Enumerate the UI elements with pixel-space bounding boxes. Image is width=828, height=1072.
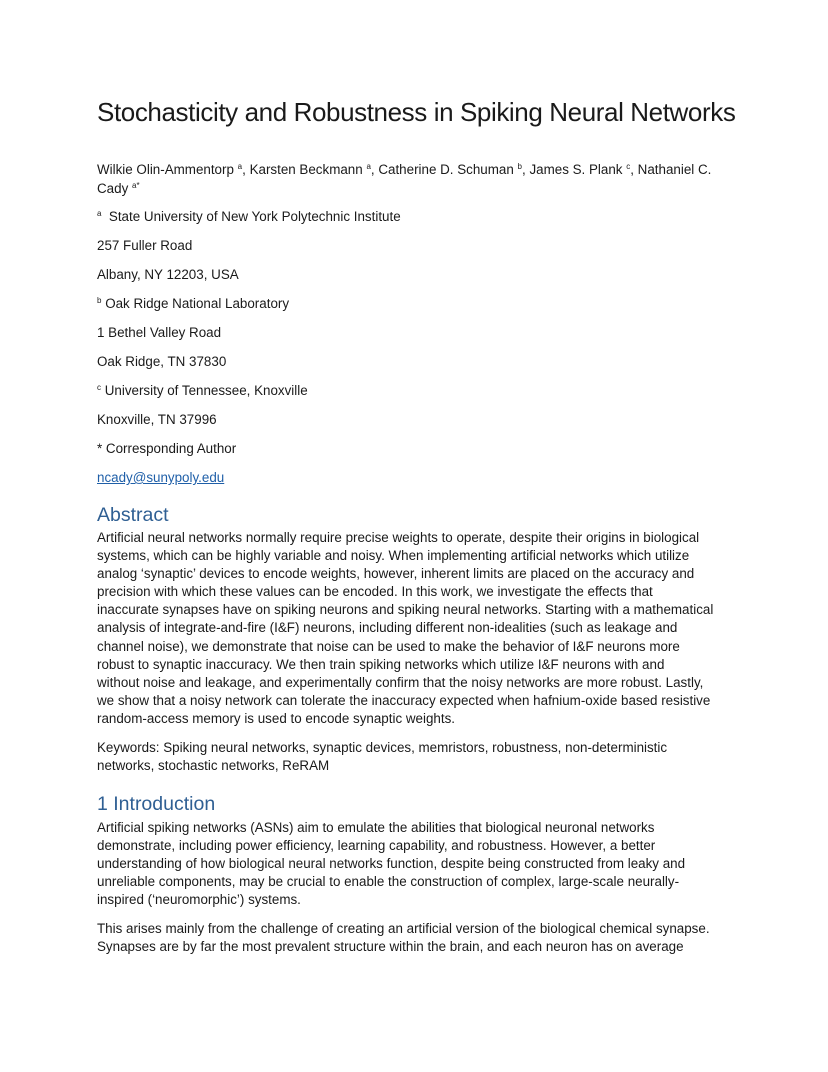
author-affiliation-mark: c: [626, 162, 631, 171]
abstract-line: Artificial neural networks normally require precise weights to operate, despite their origins in biological: [97, 530, 700, 545]
affiliation-c-city: Knoxville, TN 37996: [97, 412, 217, 427]
email-line: [97, 469, 224, 486]
author-list: [97, 160, 737, 198]
introduction-paragraph-2: [97, 920, 733, 956]
affiliation-text: Oak Ridge National Laboratory: [105, 296, 290, 311]
abstract-line: analysis of integrate-and-fire (I&F) neurons, including different non-idealities (such as leakage and: [97, 620, 678, 636]
paragraph-line: Artificial spiking networks (ASNs) aim to emulate the abilities that biological neuronal networks: [97, 820, 655, 835]
author: [250, 162, 379, 177]
affiliation-b-name: [97, 295, 289, 312]
abstract-line: robust to synaptic inaccuracy. We then train spiking networks which utilize I&F neurons with and: [97, 656, 665, 672]
affiliation-text: State University of New York Polytechnic Institute: [108, 209, 401, 224]
affiliation-a-street: 257 Fuller Road: [97, 238, 193, 253]
author-name: Catherine D. Schuman: [378, 162, 514, 177]
keywords-line: Keywords: Spiking neural networks, synaptic devices, memristors, robustness, non-deterministic: [97, 740, 668, 755]
paragraph-line: This arises mainly from the challenge of creating an artificial version of the biological chemical synapse.: [97, 921, 710, 936]
paragraph-line: inspired (‘neuromorphic’) systems.: [97, 892, 301, 908]
abstract-line: channel noise), we demonstrate that noise can be used to make the behavior of I&F neurons more: [97, 638, 680, 654]
abstract-line: without noise and leakage, and experimentally confirm that the noisy networks are more robust. Lastly,: [97, 674, 704, 690]
paragraph-line: understanding of how biological neural networks function, despite being constructed from leaky and: [97, 856, 686, 872]
abstract-body: [97, 529, 733, 728]
affiliation-mark: a: [97, 209, 102, 218]
paragraph-line: demonstrate, including power efficiency, learning capability, and robustness. However, a better: [97, 838, 656, 854]
paragraph-line: unreliable components, may be crucial to enable the construction of complex, large-scale neurally-: [97, 874, 680, 890]
abstract-line: random-access memory is used to encode synaptic weights.: [97, 710, 455, 726]
paragraph-line: Synapses are by far the most prevalent structure within the brain, and each neuron has on average: [97, 939, 684, 955]
author: [97, 162, 250, 177]
author-affiliation-mark: b: [517, 162, 522, 171]
abstract-line: systems, which can be highly variable and noisy. When implementing artificial networks which utilize: [97, 548, 690, 564]
author-name: Karsten Beckmann: [249, 162, 363, 177]
author-name: Nathaniel C. Cady: [97, 162, 712, 196]
affiliation-text: University of Tennessee, Knoxville: [104, 383, 308, 398]
affiliation-mark: b: [97, 296, 102, 305]
abstract-heading: Abstract: [97, 504, 169, 526]
author-separator: ,: [242, 162, 250, 177]
abstract-line: we show that a noisy network can tolerate the inaccuracy expected when hafnium-oxide based resistive: [97, 692, 711, 708]
introduction-paragraph-1: [97, 819, 733, 909]
author-separator: ,: [630, 162, 638, 177]
paper-title: Stochasticity and Robustness in Spiking Neural Networks: [97, 97, 736, 127]
author-affiliation-mark: a: [237, 162, 243, 171]
affiliation-c-name: [97, 382, 308, 399]
abstract-line: analog ‘synaptic’ devices to encode weights, however, inherent limits are placed on the accuracy and: [97, 566, 695, 582]
keywords-line: networks, stochastic networks, ReRAM: [97, 758, 330, 774]
affiliation-b-city: Oak Ridge, TN 37830: [97, 354, 227, 369]
author-affiliation-mark: a*: [132, 181, 140, 190]
corresponding-author-note: * Corresponding Author: [97, 441, 237, 456]
author-name: Wilkie Olin-Ammentorp: [97, 162, 234, 177]
abstract-line: precision with which these values can be encoded. In this work, we investigate the effects that: [97, 584, 653, 600]
keywords: [97, 739, 733, 775]
affiliation-a-name: [97, 208, 401, 225]
introduction-heading: 1 Introduction: [97, 793, 216, 815]
author-name: James S. Plank: [529, 162, 623, 177]
author-separator: ,: [522, 162, 530, 177]
author-separator: ,: [370, 162, 379, 177]
author: [378, 162, 529, 177]
abstract-line: inaccurate synapses have on spiking neurons and spiking neural networks. Starting with a mathematical: [97, 602, 714, 618]
author-affiliation-mark: a: [366, 162, 371, 171]
author: [529, 162, 637, 177]
affiliation-mark: c: [97, 383, 101, 392]
affiliation-b-street: 1 Bethel Valley Road: [97, 325, 222, 340]
email-link[interactable]: ncady@sunypoly.edu: [97, 470, 225, 485]
affiliation-a-city: Albany, NY 12203, USA: [97, 267, 239, 282]
